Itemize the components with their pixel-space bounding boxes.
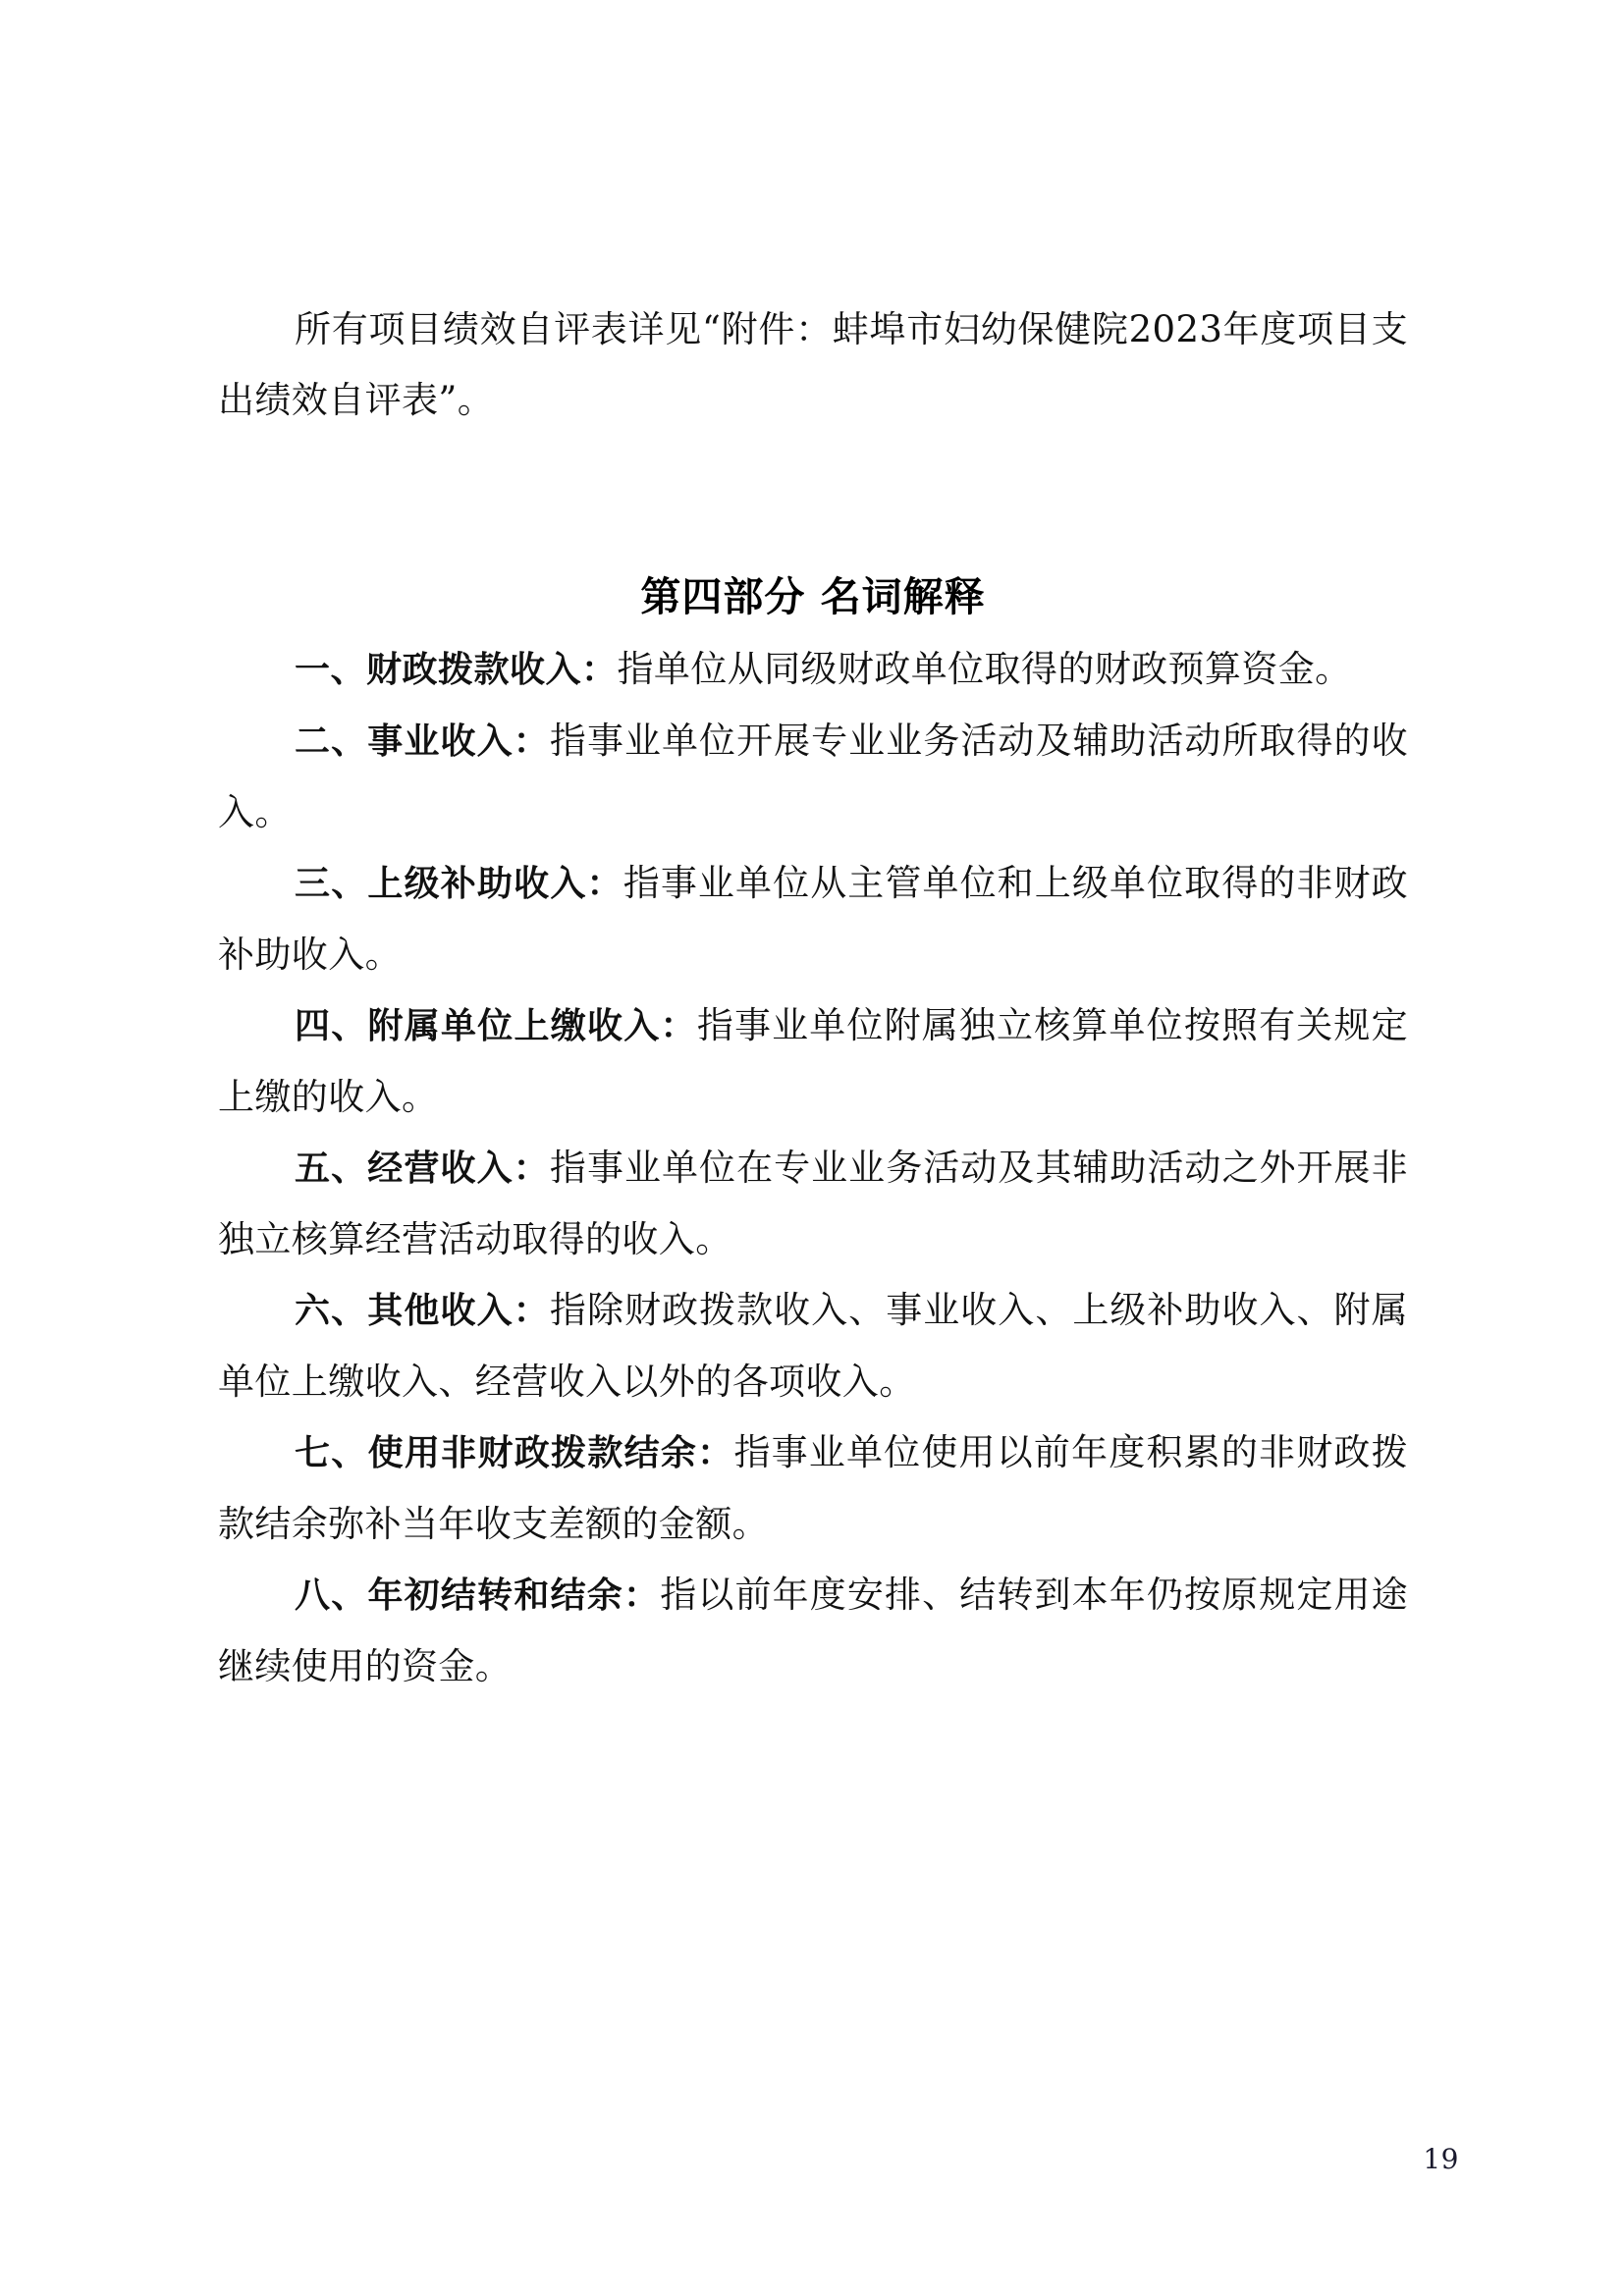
definition-item-4 xyxy=(218,990,1408,1133)
definition-text-6: 指除财政拨款收入、事业收入、上级补助收入、附属单位上缴收入、经营收入以外的各项收入。 xyxy=(218,1289,1408,1403)
definition-item-8 xyxy=(218,1560,1408,1702)
definition-term-2: 二、事业收入： xyxy=(295,721,550,762)
definition-term-4: 四、附属单位上缴收入： xyxy=(295,1006,697,1046)
definition-item-7 xyxy=(218,1417,1408,1560)
definition-text-4: 指事业单位附属独立核算单位按照有关规定上缴的收入。 xyxy=(218,1004,1408,1118)
definition-text-2: 指事业单位开展专业业务活动及辅助活动所取得的收入。 xyxy=(218,720,1408,833)
definition-term-1: 一、财政拨款收入： xyxy=(295,650,618,690)
definition-item-5 xyxy=(218,1133,1408,1275)
definition-term-8: 八、年初结转和结余： xyxy=(295,1575,661,1616)
definition-text-3: 指事业单位从主管单位和上级单位取得的非财政补助收入。 xyxy=(218,862,1408,976)
intro-paragraph: 所有项目绩效自评表详见“附件：蚌埠市妇幼保健院2023年度项目支出绩效自评表”。 xyxy=(218,308,1408,421)
definition-text-5: 指事业单位在专业业务活动及其辅助活动之外开展非独立核算经营活动取得的收入。 xyxy=(218,1147,1408,1260)
heading-spacer xyxy=(218,436,1408,561)
definition-text-7: 指事业单位使用以前年度积累的非财政拨款结余弥补当年收支差额的金额。 xyxy=(218,1431,1408,1545)
definition-item-3 xyxy=(218,848,1408,990)
definition-text-8: 指以前年度安排、结转到本年仍按原规定用途继续使用的资金。 xyxy=(218,1574,1408,1687)
page-content xyxy=(218,294,1408,1702)
page-number: 19 xyxy=(1423,2143,1459,2175)
definition-term-7: 七、使用非财政拨款结余： xyxy=(295,1433,734,1473)
definition-item-2 xyxy=(218,706,1408,848)
section-heading: 第四部分 名词解释 xyxy=(640,573,986,620)
definition-term-6: 六、其他收入： xyxy=(295,1291,550,1331)
definition-term-5: 五、经营收入： xyxy=(295,1148,550,1189)
definition-text-1: 指单位从同级财政单位取得的财政预算资金。 xyxy=(617,648,1352,690)
definition-term-3: 三、上级补助收入： xyxy=(295,864,623,904)
definition-item-6 xyxy=(218,1275,1408,1417)
definition-item-1 xyxy=(218,634,1408,706)
